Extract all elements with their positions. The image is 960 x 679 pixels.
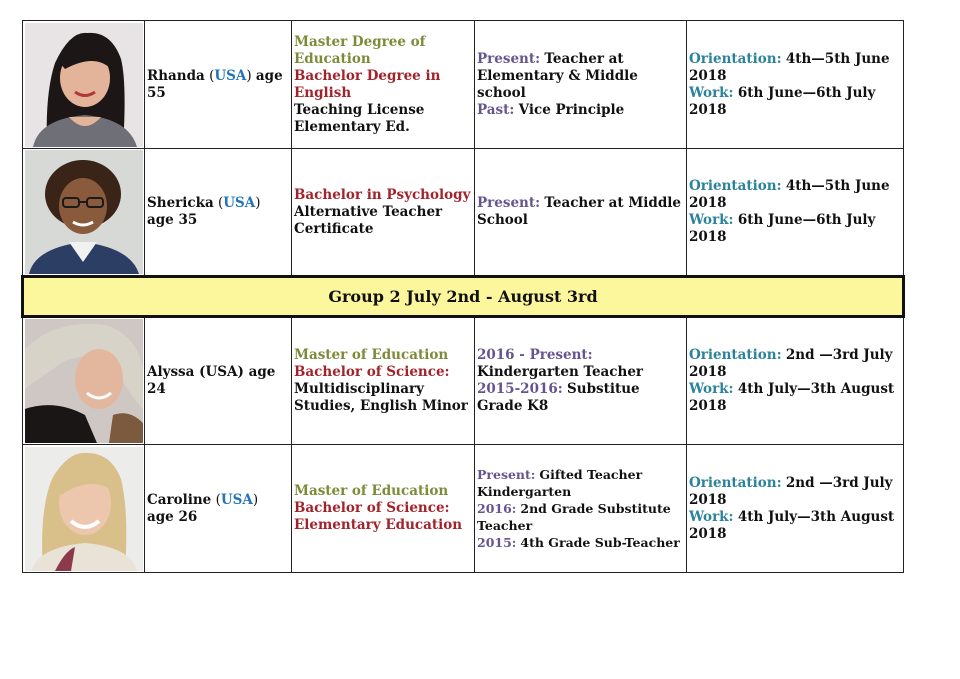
teacher-country: USA <box>220 491 253 508</box>
teacher-age: age 26 <box>147 508 198 525</box>
teacher-table <box>21 20 905 573</box>
degree-line: Bachelor of Science: Elementary Education <box>294 500 463 533</box>
teacher-country: USA <box>223 195 256 211</box>
experience-label: Present: <box>477 50 541 67</box>
degree-line: Multidisciplinary Studies, English Minor <box>294 381 468 414</box>
photo-cell <box>23 21 145 149</box>
experience-text: 2nd Grade Substitute Teacher <box>477 501 671 533</box>
education-cell <box>292 317 475 445</box>
teacher-photo <box>25 23 143 147</box>
teacher-photo <box>25 319 143 443</box>
teacher-name: Alyssa (USA) age 24 <box>147 364 276 397</box>
teacher-name: Caroline <box>147 491 212 508</box>
name-cell: Shericka (USA) age 35 <box>145 149 292 277</box>
degree-line: Master of Education <box>294 483 449 499</box>
schedule-label: Orientation: <box>689 178 782 194</box>
teacher-photo <box>25 447 143 571</box>
experience-label: Past: <box>477 101 515 118</box>
education-cell <box>292 445 475 573</box>
education-cell <box>292 149 475 277</box>
schedule-text: 6th June—6th July 2018 <box>689 212 876 245</box>
name-cell: Caroline (USA) age 26 <box>145 445 292 573</box>
experience-cell <box>475 445 687 573</box>
experience-text: Gifted Teacher Kindergarten <box>477 467 643 499</box>
experience-label: Present: <box>477 195 541 211</box>
experience-text: Kindergarten Teacher <box>477 364 644 380</box>
degree-line: Bachelor in Psychology <box>294 186 471 203</box>
schedule-label: Work: <box>689 212 734 228</box>
schedule-text: 4th July—3th August 2018 <box>689 508 895 542</box>
degree-line: Bachelor Degree in English <box>294 67 441 101</box>
experience-label: Present: <box>477 467 536 482</box>
teacher-name: Rhanda <box>147 67 205 84</box>
teacher-country: USA <box>214 67 247 84</box>
experience-label: 2015: <box>477 535 517 550</box>
photo-cell <box>23 445 145 573</box>
name-cell <box>145 317 292 445</box>
experience-label: 2016 - Present: <box>477 347 593 363</box>
degree-line: Bachelor of Science: <box>294 364 450 380</box>
experience-text: Teacher at Elementary & Middle school <box>477 50 638 101</box>
teacher-age: age 35 <box>147 212 198 228</box>
experience-cell <box>475 149 687 277</box>
degree-line: Master of Education <box>294 347 449 363</box>
schedule-text: 4th—5th June 2018 <box>689 50 890 84</box>
experience-text: Substitue Grade K8 <box>477 381 640 414</box>
teacher-photo <box>25 150 143 274</box>
group-banner-row <box>23 277 904 317</box>
teacher-row-shericka <box>23 149 904 277</box>
degree-line: Master Degree of Education <box>294 33 426 67</box>
experience-text: 4th Grade Sub-Teacher <box>520 535 680 550</box>
schedule-label: Orientation: <box>689 50 782 67</box>
schedule-label: Work: <box>689 381 734 397</box>
schedule-label: Orientation: <box>689 347 782 363</box>
schedule-label: Work: <box>689 508 734 525</box>
experience-cell <box>475 317 687 445</box>
degree-line: Teaching License Elementary Ed. <box>294 101 425 135</box>
schedule-text: 2nd —3rd July 2018 <box>689 474 893 508</box>
schedule-label: Orientation: <box>689 474 782 491</box>
teacher-row-alyssa <box>23 317 904 445</box>
teacher-row-rhanda <box>23 21 904 149</box>
teacher-age: age 55 <box>147 67 283 101</box>
experience-label: 2015-2016: <box>477 381 563 397</box>
experience-label: 2016: <box>477 501 517 516</box>
experience-cell <box>475 21 687 149</box>
schedule-text: 4th—5th June 2018 <box>689 178 890 211</box>
schedule-text: 2nd —3rd July 2018 <box>689 347 893 380</box>
experience-text: Teacher at Middle School <box>477 195 681 228</box>
experience-text: Vice Principle <box>518 101 625 118</box>
group-banner: Group 2 July 2nd - August 3rd <box>23 277 904 317</box>
schedule-text: 6th June—6th July 2018 <box>689 84 876 118</box>
photo-cell <box>23 149 145 277</box>
schedule-text: 4th July—3th August 2018 <box>689 381 895 414</box>
photo-cell <box>23 317 145 445</box>
name-cell: Rhanda (USA) age 55 <box>145 21 292 149</box>
schedule-label: Work: <box>689 84 734 101</box>
teacher-row-caroline <box>23 445 904 573</box>
schedule-cell <box>687 149 904 277</box>
education-cell <box>292 21 475 149</box>
schedule-cell <box>687 317 904 445</box>
teacher-name: Shericka <box>147 195 214 211</box>
schedule-cell <box>687 21 904 149</box>
schedule-cell <box>687 445 904 573</box>
degree-line: Alternative Teacher Certificate <box>294 203 443 237</box>
